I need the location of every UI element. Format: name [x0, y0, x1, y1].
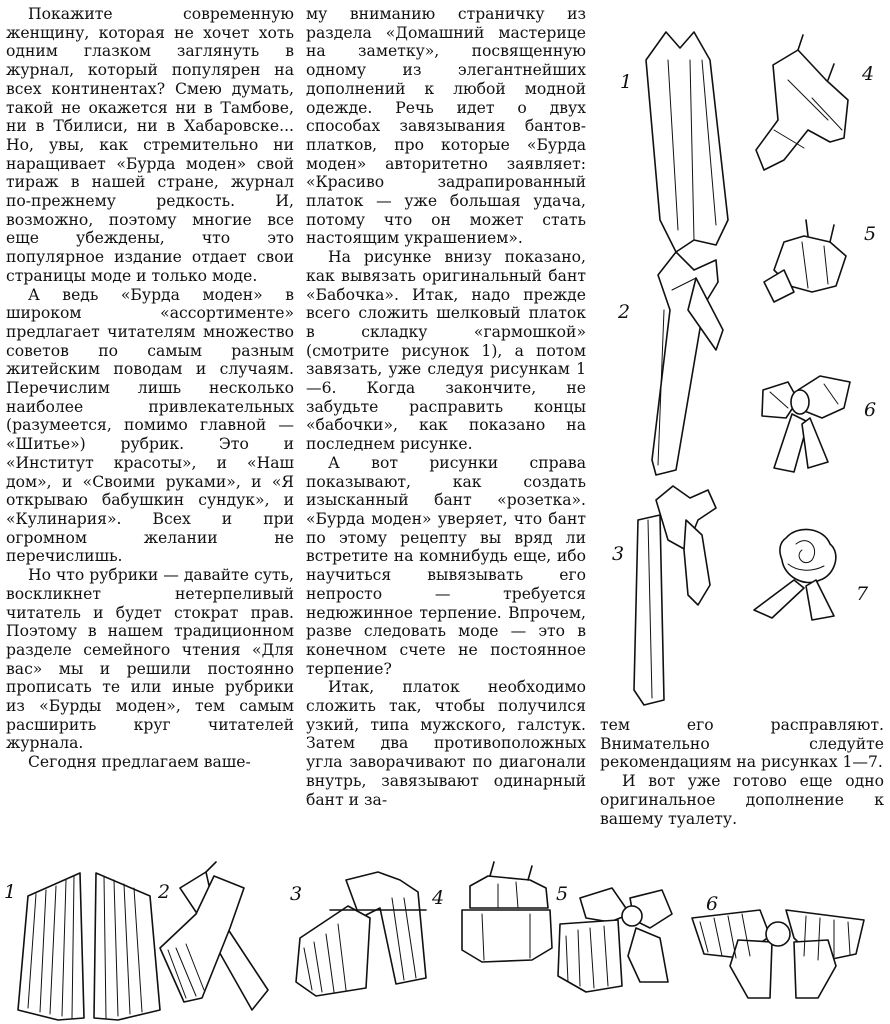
figure-number: 6 — [706, 893, 719, 915]
rosette-illustration — [598, 20, 888, 710]
butterfly-step-5 — [556, 883, 672, 992]
paragraph: А вот рисунки справа показывают, как создать изысканный бант «розетка». «Бурда моден» уверяет, что бант по этому рецепту вы вряд ли встретите на комнибудь еще, ибо научиться вывязывать его непросто — требуется недюжинное терпение. Впрочем, разве следовать моде — это в конечном счете не постоянное терпение? — [306, 453, 586, 678]
article-column-1 — [6, 5, 294, 772]
butterfly-step-6 — [692, 893, 864, 998]
figure-number: 6 — [864, 399, 877, 421]
figure-number: 2 — [158, 881, 171, 903]
rosette-step-6 — [762, 376, 876, 472]
paragraph: Сегодня предлагаем ваше- — [28, 753, 251, 772]
butterfly-illustration — [0, 858, 890, 1024]
figure-number: 2 — [618, 301, 631, 323]
figure-number: 5 — [556, 883, 569, 905]
rosette-step-5 — [764, 220, 876, 302]
rosette-step-7 — [754, 529, 869, 620]
butterfly-step-2 — [157, 862, 268, 1010]
figure-number: 1 — [4, 881, 17, 903]
butterfly-step-1 — [4, 873, 160, 1020]
rosette-step-3 — [612, 486, 716, 705]
figure-number: 5 — [864, 223, 877, 245]
rosette-step-2 — [617, 252, 723, 475]
rosette-step-1 — [620, 32, 728, 252]
paragraph: тем его расправляют. Внимательно следуйте рекомендациям на рисунках 1—7. — [600, 716, 884, 772]
butterfly-step-4 — [431, 862, 552, 962]
paragraph: му вниманию страничку из раздела «Домашний мастерице на заметку», посвященную одному из элегантнейших дополнений к любой модной одежде. Речь идет о двух способах завязывания бантов-платков, про которые «Бурда моден» авторитетно заявляет: «Красиво задрапированный платок — уже большая удача, потому что он может стать настоящим украшением». — [306, 5, 586, 248]
paragraph: Итак, платок необходимо сложить так, чтобы получился узкий, типа мужского, галстук. Затем два противоположных угла заворачивают по диагонали внутрь, завязывают одинарный бант и за- — [306, 678, 586, 809]
figure-number: 3 — [612, 543, 625, 565]
butterfly-step-3 — [290, 872, 426, 996]
article-column-2 — [306, 5, 586, 809]
paragraph: Покажите современную женщину, которая не хочет хоть одним глазком заглянуть в журнал, который популярен на всех континентах? Смею думать, такой не окажется ни в Тамбове, ни в Тбилиси, ни в Хабаровске... Но, увы, как стремительно ни наращивает «Бурда моден» свой тираж в нашей стране, журнал по-прежнему редкость. И, возможно, поэтому многие все еще убеждены, что это популярное издание отдает свои страницы моде и только моде. — [6, 5, 294, 285]
article-column-3 — [600, 716, 884, 828]
paragraph: А ведь «Бурда моден» в широком «ассортименте» предлагает читателям множество советов по самым разным житейским поводам и случаям. Перечислим лишь несколько наиболее привлекательных (разумеется, помимо главной — «Шитье») рубрик. Это и «Институт красоты», и «Наш дом», и «Своими руками», и «Я открываю бабушкин сундук», и «Кулинария». Всех и при огромном желании не перечислишь. — [6, 285, 294, 566]
figure-number: 1 — [620, 71, 633, 93]
figure-number: 4 — [862, 63, 875, 85]
rosette-step-4 — [756, 35, 874, 170]
paragraph: И вот уже готово еще одно оригинальное дополнение к вашему туалету. — [600, 772, 884, 828]
paragraph: На рисунке внизу показано, как вывязать оригинальный бант «Бабочка». Итак, надо прежде всего сложить шелковый платок в складку «гармошкой» (смотрите рисунок 1), а потом завязать, уже следуя рисункам 1—6. Когда закончите, не забудьте расправить концы «бабочки», как показано на последнем рисунке. — [306, 248, 586, 454]
figure-number: 3 — [290, 883, 303, 905]
figure-number: 4 — [432, 887, 445, 909]
paragraph: Но что рубрики — давайте суть, воскликнет нетерпеливый читатель и будет стократ прав. Поэтому в нашем традиционном разделе семейного чтения «Для вас» мы и решили постоянно прописать те или иные рубрики из «Бурды моден», тем самым расширить круг читателей журнала. — [6, 566, 294, 753]
figure-number: 7 — [856, 583, 869, 605]
